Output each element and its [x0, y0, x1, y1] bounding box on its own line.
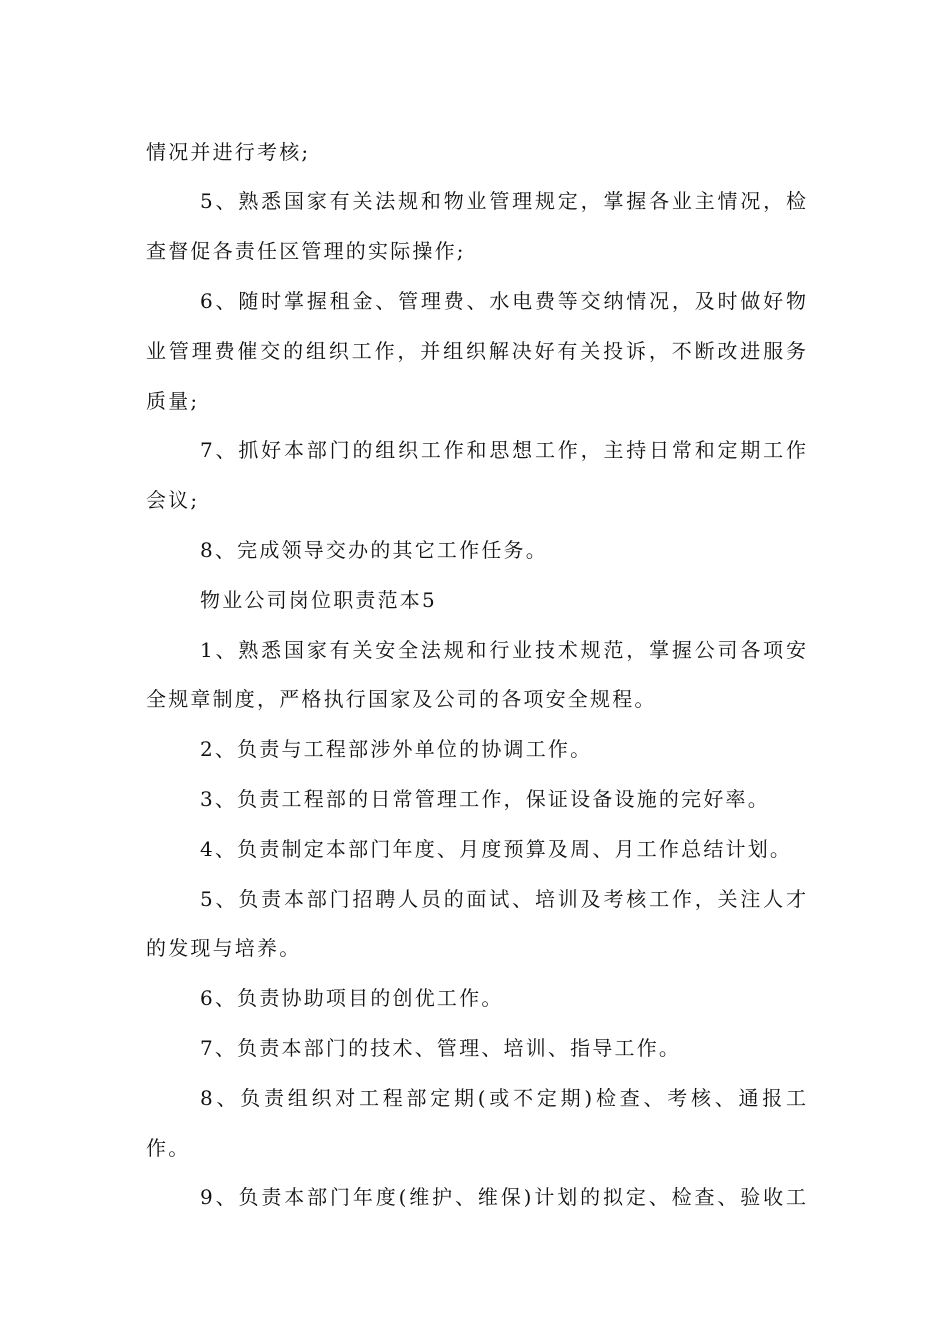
text-line-21: 作。 [146, 1136, 191, 1160]
text-line-12: 全规章制度，严格执行国家及公司的各项安全规程。 [146, 687, 657, 711]
text-line-11: 1、熟悉国家有关安全法规和行业技术规范，掌握公司各项安 [200, 638, 806, 662]
text-line-6: 质量; [146, 389, 200, 413]
text-line-5: 业管理费催交的组织工作，并组织解决好有关投诉，不断改进服务 [146, 339, 806, 363]
text-line-4: 6、随时掌握租金、管理费、水电费等交纳情况，及时做好物 [200, 289, 806, 313]
text-line-15: 4、负责制定本部门年度、月度预算及周、月工作总结计划。 [200, 837, 793, 861]
text-line-20: 8、负责组织对工程部定期(或不定期)检查、考核、通报工 [200, 1086, 806, 1110]
text-line-18: 6、负责协助项目的创优工作。 [200, 986, 504, 1010]
text-line-13: 2、负责与工程部涉外单位的协调工作。 [200, 737, 593, 761]
text-line-1: 情况并进行考核; [146, 140, 311, 164]
text-line-14: 3、负责工程部的日常管理工作，保证设备设施的完好率。 [200, 787, 770, 811]
text-line-7: 7、抓好本部门的组织工作和思想工作，主持日常和定期工作 [200, 438, 806, 462]
text-line-2: 5、熟悉国家有关法规和物业管理规定，掌握各业主情况，检 [200, 189, 806, 213]
text-line-22: 9、负责本部门年度(维护、维保)计划的拟定、检查、验收工 [200, 1185, 806, 1209]
section-heading: 物业公司岗位职责范本5 [200, 588, 437, 612]
text-line-9: 8、完成领导交办的其它工作任务。 [200, 538, 548, 562]
text-line-8: 会议; [146, 488, 200, 512]
text-line-3: 查督促各责任区管理的实际操作; [146, 239, 466, 263]
text-line-16: 5、负责本部门招聘人员的面试、培训及考核工作，关注人才 [200, 887, 806, 911]
text-line-19: 7、负责本部门的技术、管理、培训、指导工作。 [200, 1036, 682, 1060]
text-line-17: 的发现与培养。 [146, 936, 302, 960]
